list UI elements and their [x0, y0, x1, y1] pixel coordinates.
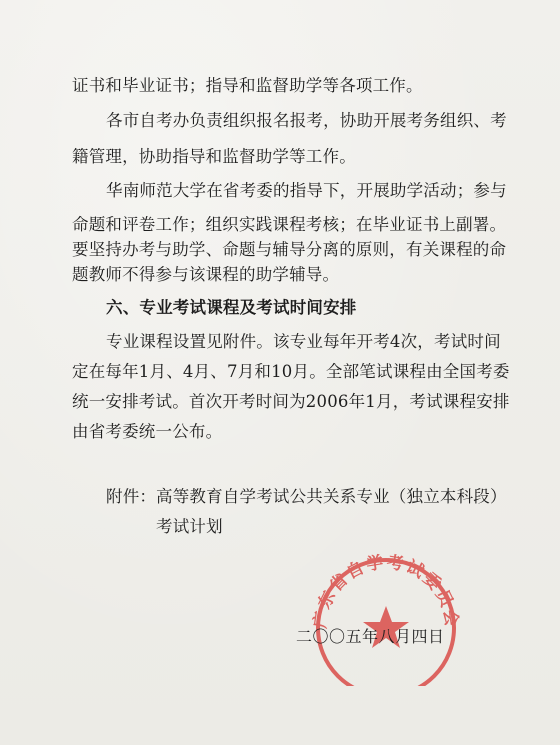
attachment-title: 高等教育自学考试公共关系专业（独立本科段） [156, 487, 507, 506]
body-line: 由省考委统一公布。 [72, 422, 223, 441]
body-line: 定在每年1月、4月、7月和10月。全部笔试课程由全国考委 [72, 362, 510, 381]
body-line: 统一安排考试。首次开考时间为2006年1月，考试课程安排 [72, 392, 510, 411]
body-line: 各市自考办负责组织报名报考，协助开展考务组织、考 [106, 111, 507, 130]
body-line: 华南师范大学在省考委的指导下，开展助学活动；参与 [106, 181, 507, 200]
attachment-title-continued: 考试计划 [156, 517, 223, 536]
section-heading: 六、专业考试课程及考试时间安排 [106, 298, 357, 317]
attachment-label: 附件： [106, 487, 157, 506]
body-line: 籍管理，协助指导和监督助学等工作。 [72, 147, 356, 166]
body-line: 专业课程设置见附件。该专业每年开考4次，考试时间 [106, 332, 501, 351]
body-line: 命题和评卷工作；组织实践课程考核；在毕业证书上副署。 [72, 215, 507, 234]
body-line: 要坚持办考与助学、命题与辅导分离的原则，有关课程的命 [72, 240, 507, 259]
body-line: 题教师不得参与该课程的助学辅导。 [72, 265, 340, 284]
official-seal [306, 536, 466, 686]
seal-text: 广东省自学考试委员会 [310, 552, 462, 630]
document-date: 二〇〇五年八月四日 [296, 627, 445, 646]
body-line: 证书和毕业证书；指导和监督助学等各项工作。 [72, 76, 423, 95]
